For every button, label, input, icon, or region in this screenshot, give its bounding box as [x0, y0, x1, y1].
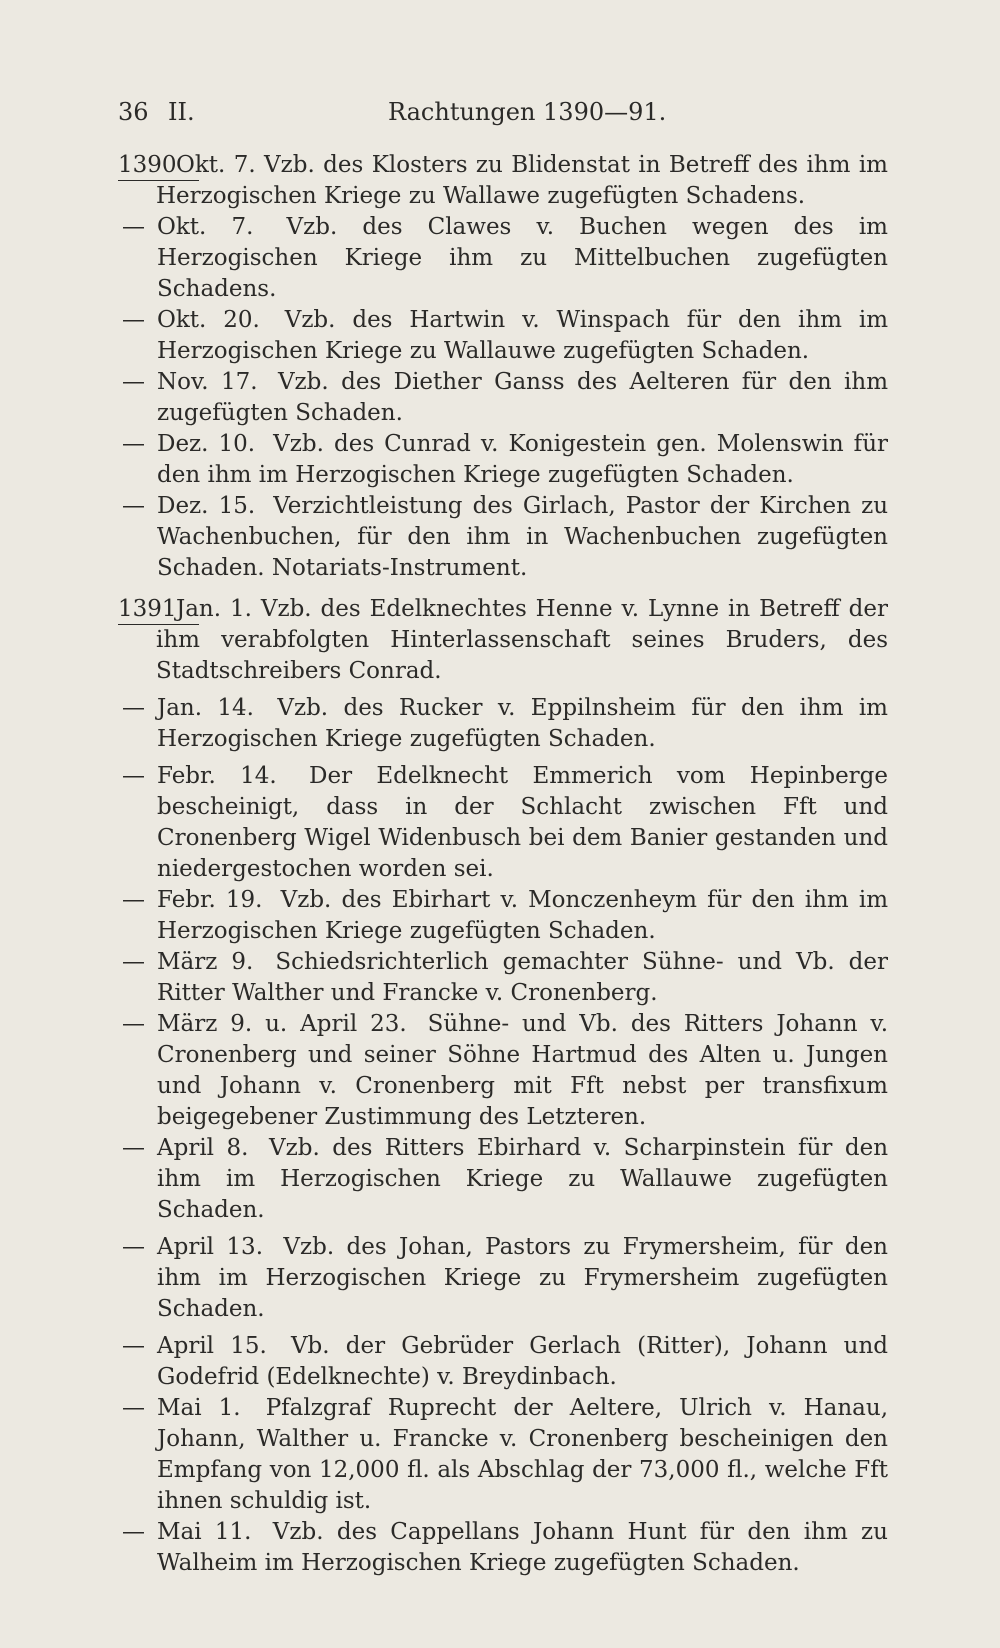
- entry-date: Mai 1.: [157, 1395, 241, 1421]
- entry-date: Dez. 10.: [157, 431, 256, 457]
- entry-text: Der Edelknecht Emmerich vom Hepinberge bescheinigt, dass in der Schlacht zwischen Fft und Cronenberg Wigel Widenbusch bei dem Banier gestanden und niedergestochen worden sei.: [157, 763, 889, 882]
- running-title: Rachtungen 1390—91.: [388, 98, 667, 126]
- list-item: [118, 1517, 888, 1579]
- entry-date: März 9. u. April 23.: [157, 1011, 407, 1037]
- entry-text: Vzb. des Klosters zu Blidenstat in Betreff des ihm im Herzogischen Kriege zu Wallawe zugefügten Schadens.: [156, 152, 888, 209]
- ditto-dash: —: [122, 887, 145, 913]
- ditto-dash: —: [122, 1519, 145, 1545]
- list-item: [118, 367, 888, 429]
- entry-text: Verzichtleistung des Girlach, Pastor der Kirchen zu Wachenbuchen, für den ihm in Wachenbuchen zugefügten Schaden. Notariats-Instrument.: [157, 493, 889, 581]
- entry-date: Nov. 17.: [157, 369, 258, 395]
- entry-date: April 13.: [157, 1234, 263, 1260]
- entry-text: Vzb. des Cunrad v. Konigestein gen. Molenswin für den ihm im Herzogischen Kriege zugefügten Schaden.: [157, 431, 889, 488]
- entry-text: Vzb. des Rucker v. Eppilnsheim für den ihm im Herzogischen Kriege zugefügten Schaden.: [157, 695, 888, 752]
- entry-date: Okt. 20.: [157, 307, 260, 333]
- year-label: 1391: [118, 594, 199, 625]
- list-item: [118, 150, 888, 212]
- entry-date: Okt. 7.: [176, 152, 256, 178]
- entry-date: Jan. 1.: [176, 596, 252, 622]
- list-item: [118, 1232, 888, 1325]
- list-item: [118, 491, 888, 584]
- entry-date: April 15.: [157, 1333, 267, 1359]
- entry-text: Vb. der Gebrüder Gerlach (Ritter), Johann und Godefrid (Edelknechte) v. Breydinbach.: [157, 1333, 889, 1390]
- entry-text: Vzb. des Cappellans Johann Hunt für den ihm zu Walheim im Herzogischen Kriege zugefügten Schaden.: [157, 1519, 888, 1576]
- list-item: [118, 947, 888, 1009]
- entry-text: Vzb. des Ebirhart v. Monczenheym für den ihm im Herzogischen Kriege zugefügten Schaden.: [157, 887, 889, 944]
- ditto-dash: —: [122, 1395, 145, 1421]
- entry-date: Jan. 14.: [157, 695, 254, 721]
- page-header: [118, 98, 888, 132]
- entry-date: April 8.: [157, 1135, 249, 1161]
- list-item: [118, 1009, 888, 1133]
- section-number: II.: [168, 98, 195, 126]
- list-item: [118, 761, 888, 885]
- ditto-dash: —: [122, 493, 145, 519]
- ditto-dash: —: [122, 1135, 145, 1161]
- ditto-dash: —: [122, 949, 145, 975]
- ditto-dash: —: [122, 214, 145, 240]
- list-item: [118, 212, 888, 305]
- list-item: [118, 594, 888, 687]
- list-item: [118, 693, 888, 755]
- list-item: [118, 1393, 888, 1517]
- entry-text: Pfalzgraf Ruprecht der Aeltere, Ulrich v. Hanau, Johann, Walther u. Francke v. Cronenberg bescheinigen den Empfang von 12,000 fl. als Abschlag der 73,000 fl., welche Fft ihnen schuldig ist.: [157, 1395, 889, 1514]
- entry-date: März 9.: [157, 949, 254, 975]
- ditto-dash: —: [122, 1333, 145, 1359]
- list-item: [118, 885, 888, 947]
- ditto-dash: —: [122, 1011, 145, 1037]
- ditto-dash: —: [122, 695, 145, 721]
- entry-text: Vzb. des Hartwin v. Winspach für den ihm im Herzogischen Kriege zu Wallauwe zugefügten Schaden.: [157, 307, 889, 364]
- entry-text: Vzb. des Edelknechtes Henne v. Lynne in Betreff der ihm verabfolgten Hinterlassenschaft seines Bruders, des Stadtschreibers Conrad.: [156, 596, 889, 684]
- entry-date: Febr. 14.: [157, 763, 277, 789]
- entry-date: Mai 11.: [157, 1519, 252, 1545]
- year-label: 1390: [118, 150, 199, 181]
- ditto-dash: —: [122, 1234, 145, 1260]
- entry-date: Febr. 19.: [157, 887, 263, 913]
- year-separator: [118, 584, 888, 594]
- entry-text: Vzb. des Ritters Ebirhard v. Scharpinstein für den ihm im Herzogischen Kriege zu Wallauwe zugefügten Schaden.: [157, 1135, 889, 1223]
- entry-date: Dez. 15.: [157, 493, 256, 519]
- list-item: [118, 305, 888, 367]
- entry-date: Okt. 7.: [157, 214, 254, 240]
- page-number: 36: [118, 98, 149, 126]
- entry-text: Vzb. des Johan, Pastors zu Frymersheim, für den ihm im Herzogischen Kriege zu Frymersheim zugefügten Schaden.: [157, 1234, 888, 1322]
- entry-text: Vzb. des Diether Ganss des Aelteren für den ihm zugefügten Schaden.: [157, 369, 889, 426]
- list-item: [118, 429, 888, 491]
- entries-list: [118, 150, 888, 1579]
- list-item: [118, 1133, 888, 1226]
- ditto-dash: —: [122, 431, 145, 457]
- list-item: [118, 1331, 888, 1393]
- ditto-dash: —: [122, 307, 145, 333]
- entry-text: Sühne- und Vb. des Ritters Johann v. Cronenberg und seiner Söhne Hartmud des Alten u. Jungen und Johann v. Cronenberg mit Fft nebst per transfixum beigegebener Zustimmung des Letzteren.: [157, 1011, 889, 1130]
- ditto-dash: —: [122, 369, 145, 395]
- ditto-dash: —: [122, 763, 145, 789]
- entry-text: Vzb. des Clawes v. Buchen wegen des im Herzogischen Kriege ihm zu Mittelbuchen zugefügten Schadens.: [157, 214, 888, 302]
- entry-text: Schiedsrichterlich gemachter Sühne- und Vb. der Ritter Walther und Francke v. Cronenberg.: [157, 949, 889, 1006]
